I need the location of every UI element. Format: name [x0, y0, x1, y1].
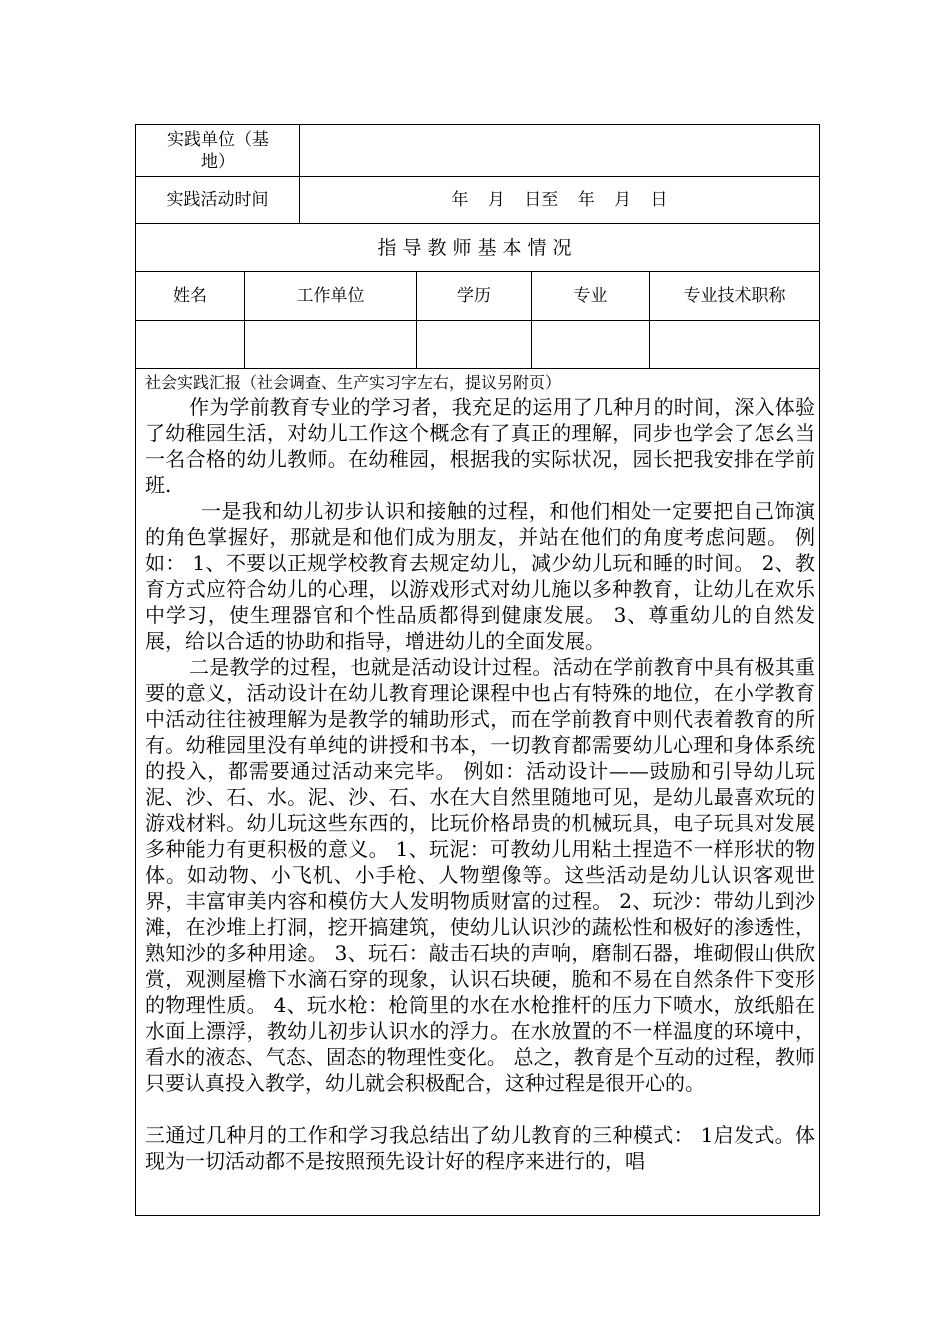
column-header-text: 专业 [573, 286, 608, 306]
report-paragraph: 三通过几种月的工作和学习我总结出了幼儿教育的三种模式： 1启发式。体现为一切活动都不是按照预先设计好的程序来进行的，唱 [145, 1123, 815, 1173]
column-header-text: 工作单位 [296, 286, 365, 306]
practice-unit-value [300, 125, 819, 176]
practice-time-value-text: 年 月 日至 年 月 日 [451, 190, 668, 210]
column-header-text: 姓名 [173, 286, 207, 306]
table-cell [245, 321, 416, 368]
row-divider [135, 368, 820, 369]
column-header-text: 学历 [457, 286, 491, 306]
paragraph-gap [145, 1096, 815, 1122]
report-paragraph: 一是我和幼儿初步认识和接触的过程，和他们相处一定要把自己饰演的角色掌握好，那就是和他们成为朋友，并站在他们的角度考虑问题。 例如： 1、不要以正规学校教育去规定幼儿，减少幼儿玩和睡的时间。 2、教育方式应符合幼儿的心理，以游戏形式对幼儿施以多种教育，让幼儿在欢乐中学习，使生理器官和个性品质都得到健康发展。 3、尊重幼儿的自然发展，给以合适的协助和指导，增进幼儿的全面发展。 [145, 499, 815, 653]
table-border-bottom [135, 1215, 820, 1216]
report-paragraph: 二是教学的过程，也就是活动设计过程。活动在学前教育中具有极其重要的意义，活动设计在幼儿教育理论课程中也占有特殊的地位，在小学教育中活动往往被理解为是教学的辅助形式，而在学前教育中则代表着教育的所有。幼稚园里没有单纯的讲授和书本，一切教育都需要幼儿心理和身体系统的投入，都需要通过活动来完毕。 例如：活动设计——豉励和引导幼儿玩泥、沙、石、水。泥、沙、石、水在大自然里随地可见，是幼儿最喜欢玩的游戏材料。幼儿玩这些东西的，比玩价格昂贵的机械玩具，电子玩具对发展多种能力有更积极的意义。 1、玩泥：可教幼儿用粘土捏造不一样形状的物体。如动物、小飞机、小手枪、人物塑像等。这些活动是幼儿认识客观世界，丰富审美内容和模仿大人发明物质财富的过程。 2、玩沙：带幼儿到沙滩，在沙堆上打洞，挖开搞建筑，使幼儿认识沙的蔬松性和极好的渗透性，熟知沙的多种用途。 3、玩石：敲击石块的声响，磨制石器，堆砌假山供欣赏，观测屋檐下水滴石穿的现象，认识石块硬，脆和不易在自然条件下变形的物理性质。 4、玩水枪：枪筒里的水在水枪推杆的压力下喷水，放纸船在水面上漂浮，教幼儿初步认识水的浮力。在水放置的不一样温度的环境中，看水的液态、气态、固态的物理性变化。 总之，教育是个互动的过程，教师只要认真投入教学，幼儿就会积极配合，这种过程是很开心的。 [145, 655, 815, 1095]
column-header-name [136, 272, 244, 320]
column-header-major [532, 272, 649, 320]
column-header-work-unit [245, 272, 416, 320]
table-cell [650, 321, 819, 368]
table-cell [136, 321, 244, 368]
practice-time-value [300, 177, 819, 223]
report-section [145, 372, 815, 1174]
practice-time-label-text: 实践活动时间 [166, 190, 269, 210]
table-border-right [819, 124, 820, 1216]
section-title-text: 指导教师基本情况 [377, 236, 578, 259]
report-heading: 社会实践汇报（社会调查、生产实习字左右，提议另附页） [145, 373, 562, 392]
column-header-title [650, 272, 819, 320]
column-header-education [417, 272, 531, 320]
practice-unit-label-text: 实践单位（基地） [167, 130, 269, 172]
section-title [136, 224, 819, 271]
table-cell [417, 321, 531, 368]
column-header-text: 专业技术职称 [683, 286, 786, 306]
report-paragraph: 作为学前教育专业的学习者，我充足的运用了几种月的时间，深入体验了幼稚园生活，对幼儿工作这个概念有了真正的理解，同步也学会了怎幺当一名合格的幼儿教师。在幼稚园，根据我的实际状况，园长把我安排在学前班. [145, 395, 815, 497]
table-cell [532, 321, 649, 368]
practice-unit-label [160, 127, 276, 175]
practice-time-label [136, 177, 299, 223]
